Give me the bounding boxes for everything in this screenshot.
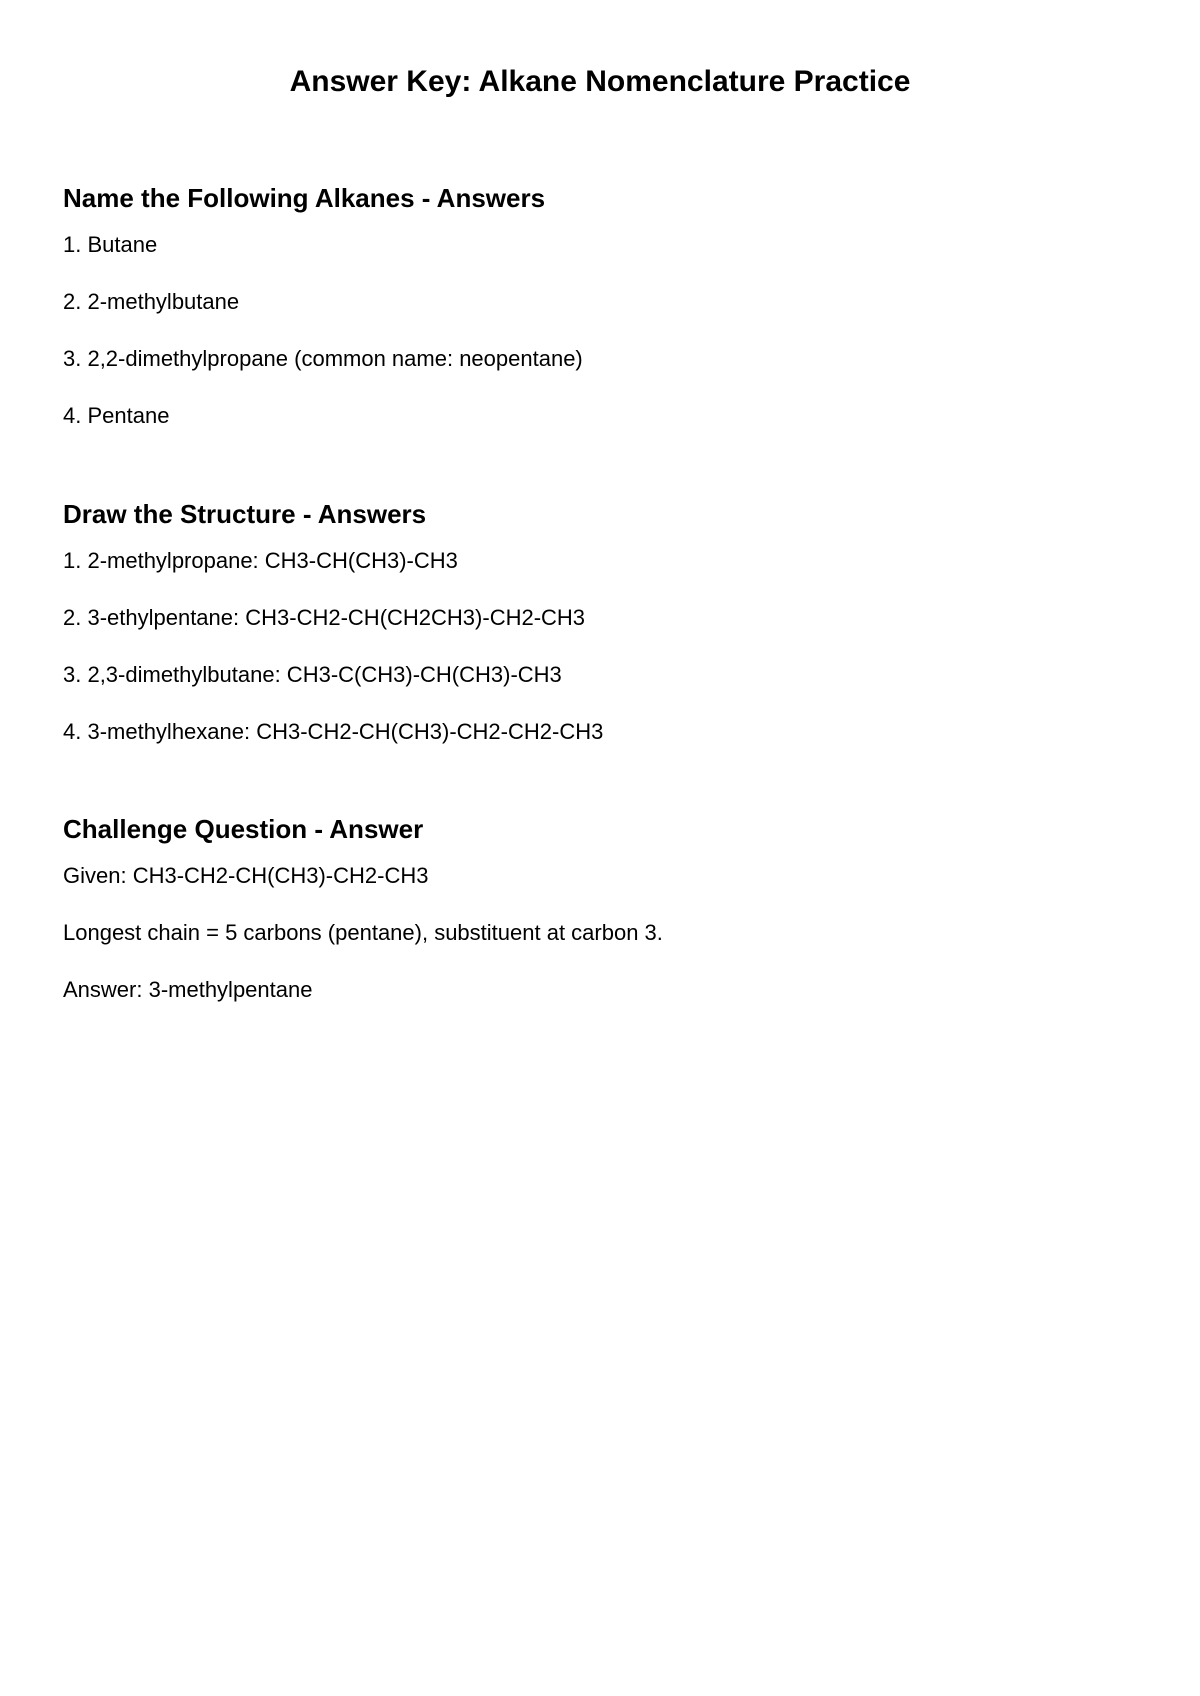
section-challenge-question [63,812,1143,1033]
answer-line: 4. Pentane [63,403,170,428]
answer-line: Given: CH3-CH2-CH(CH3)-CH2-CH3 [63,863,429,888]
section-heading: Draw the Structure - Answers [63,499,427,529]
section-draw-structure [63,497,1143,775]
answer-line: 3. 2,3-dimethylbutane: CH3-C(CH3)-CH(CH3)-CH3 [63,662,562,687]
answer-line: 2. 2-methylbutane [63,289,240,314]
section-heading: Name the Following Alkanes - Answers [63,183,546,213]
answer-line: Answer: 3-methylpentane [63,977,313,1002]
answer-line: 3. 2,2-dimethylpropane (common name: neopentane) [63,346,583,371]
page-title: Answer Key: Alkane Nomenclature Practice [289,65,911,98]
section-heading: Challenge Question - Answer [63,814,424,844]
answer-line: 2. 3-ethylpentane: CH3-CH2-CH(CH2CH3)-CH2-CH3 [63,605,586,630]
answer-line: 1. 2-methylpropane: CH3-CH(CH3)-CH3 [63,548,458,573]
section-name-alkanes [63,181,1143,459]
answer-line: Longest chain = 5 carbons (pentane), substituent at carbon 3. [63,920,663,945]
answer-line: 1. Butane [63,232,158,257]
answer-line: 4. 3-methylhexane: CH3-CH2-CH(CH3)-CH2-CH2-CH3 [63,719,604,744]
